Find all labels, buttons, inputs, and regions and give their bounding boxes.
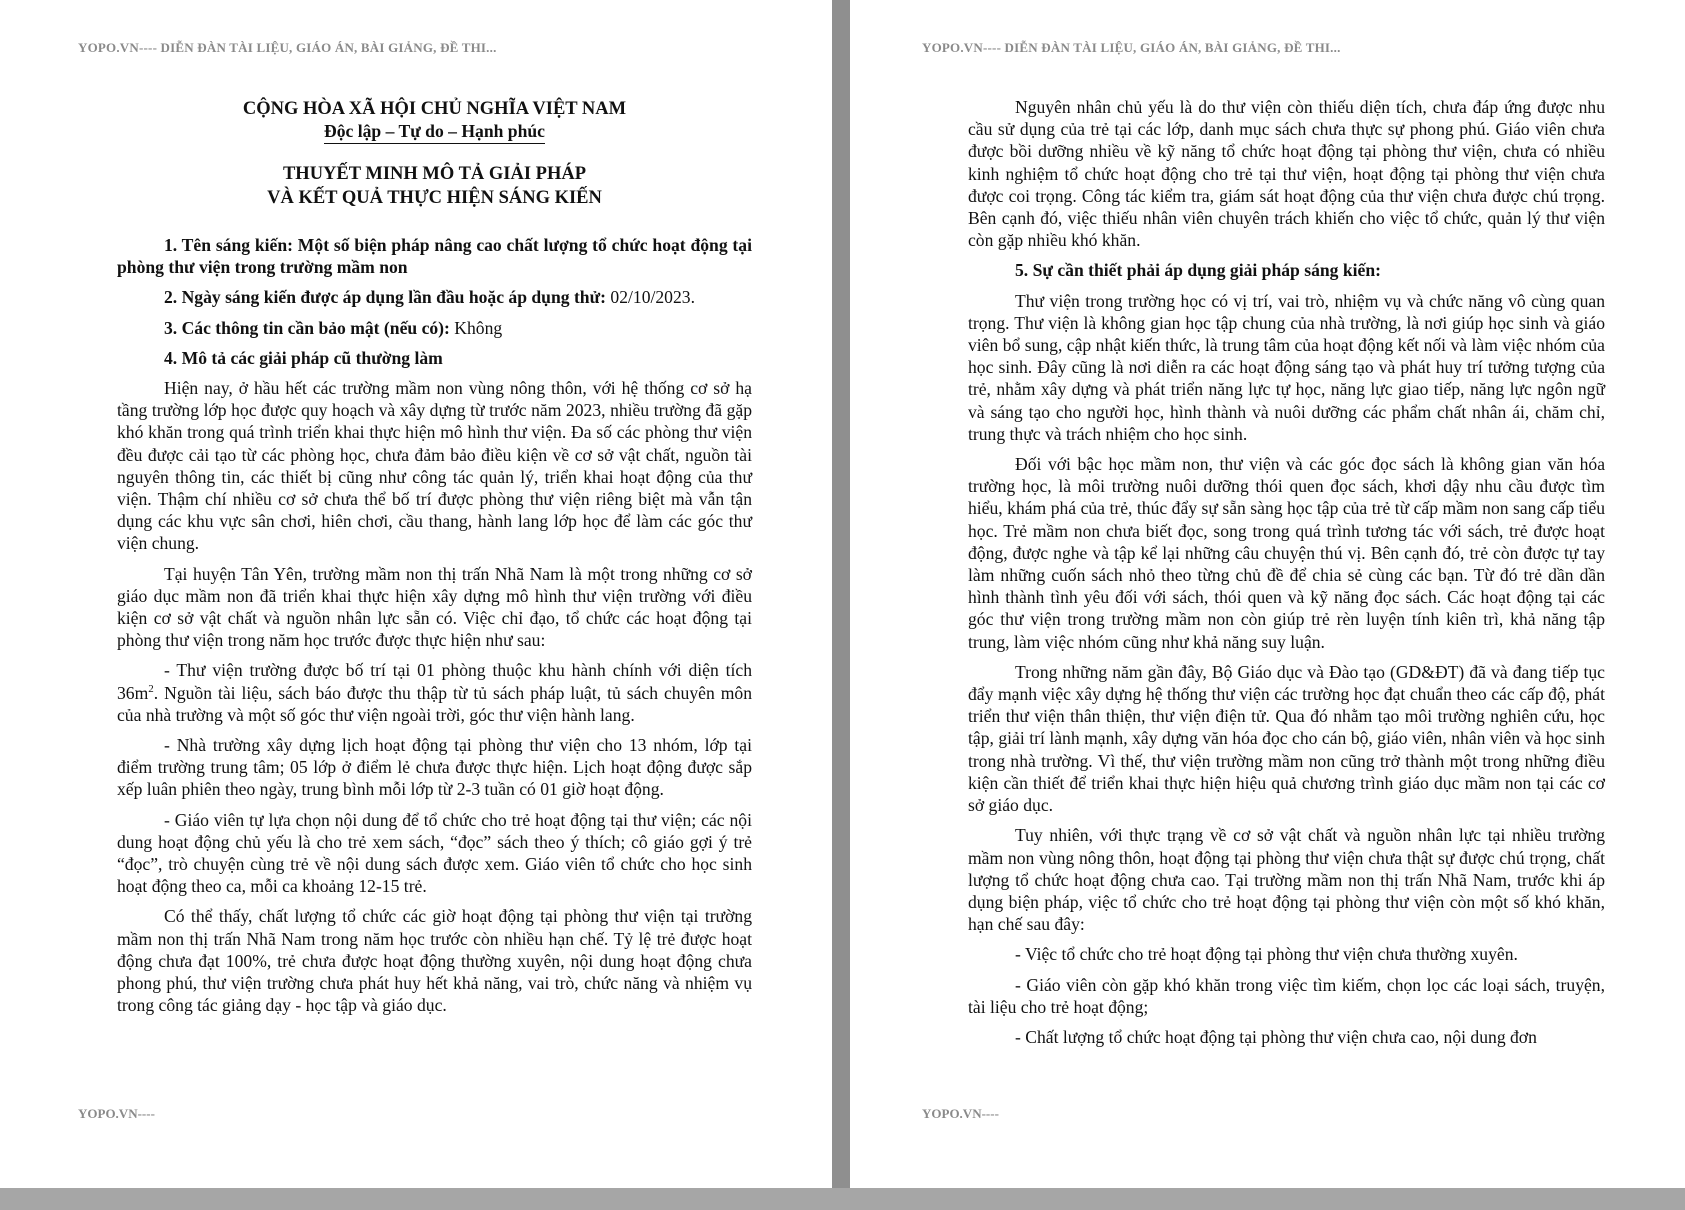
left-body [117,234,752,1017]
superscript: 2 [148,682,154,695]
page-right [850,0,1685,1188]
paragraph: - Nhà trường xây dựng lịch hoạt động tại phòng thư viện cho 13 nhóm, lớp tại điểm trường trung tâm; 05 lớp ở điểm lẻ chưa được thực hiện. Lịch hoạt động được sắp xếp luân phiên theo ngày, trung bình mỗi lớp từ 2-3 tuần có 01 giờ hoạt động. [117,735,752,800]
item-5 [968,259,1605,281]
item-5-label: 5. Sự cần thiết phải áp dụng giải pháp sáng kiến: [1015,260,1381,281]
list-item: - Việc tổ chức cho trẻ hoạt động tại phòng thư viện chưa thường xuyên. [1015,944,1518,965]
item-2-label: 2. Ngày sáng kiến được áp dụng lần đầu hoặc áp dụng thử: [164,287,611,308]
item-2-value: 02/10/2023. [610,287,695,308]
paragraph: Trong những năm gần đây, Bộ Giáo dục và Đào tạo (GD&ĐT) đã và đang tiếp tục đẩy mạnh việc xây dựng hệ thống thư viện các trường học đạt chuẩn theo các cấp độ, phát triển thư viện thân thiện, thư viện điện tử. Qua đó nhằm tạo môi trường nghiên cứu, học tập, giải trí lành mạnh, xây dựng văn hóa đọc cho cán bộ, giáo viên, nhân viên và học sinh trong nhà trường. Vì thế, thư viện trường mầm non cũng trở thành một trong những điều kiện cần thiết để triển khai thực hiện hiệu quả chương trình giáo dục mầm non tại các cơ sở giáo dục. [968,661,1605,816]
paragraph [117,659,752,726]
right-body [968,96,1605,1048]
item-4 [117,347,752,369]
paragraph: Đối với bậc học mầm non, thư viện và các góc đọc sách là không gian văn hóa trường học, là môi trường nuôi dưỡng thói quen đọc sách, khơi dậy nhu cầu được tìm hiểu, khám phá của trẻ, thúc đẩy sự sẵn sàng học tập của trẻ từ cấp mầm non sang cấp tiểu học. Trẻ mầm non chưa biết đọc, song trong quá trình tương tác với sách, trẻ được hoạt động, được nghe và tập kể lại những câu chuyện thú vị. Bên cạnh đó, trẻ còn được tự tay làm những cuốn sách nhỏ theo từng chủ đề để chia sẻ cùng các bạn. Từ đó trẻ dần dần hình thành tình yêu đối với sách, thói quen và kỹ năng đọc sách. Các hoạt động tại các góc thư viện trong trường mầm non còn giúp trẻ rèn luyện tính kiên trì, khả năng tập trung, làm việc nhóm cũng như khả năng suy luận. [968,454,1605,652]
page-footer: YOPO.VN---- [922,1106,999,1121]
item-1 [117,234,752,278]
paragraph-text: . Nguồn tài liệu, sách báo được thu thập từ tủ sách pháp luật, tủ sách chuyên môn của nhà trường và một số góc thư viện ngoài trời, góc thư viện hành lang. [117,682,752,725]
motto: Độc lập – Tự do – Hạnh phúc [324,120,545,144]
page-header: YOPO.VN---- DIỄN ĐÀN TÀI LIỆU, GIÁO ÁN, BÀI GIẢNG, ĐỀ THI... [922,40,1341,55]
item-3 [117,317,752,339]
page-divider [832,0,850,1210]
item-4-label: 4. Mô tả các giải pháp cũ thường làm [164,347,443,368]
item-3-value: Không [454,317,503,338]
item-1-value: Một số biện pháp nâng cao chất lượng tổ chức hoạt động tại phòng thư viện trong trường mầm non [117,235,752,278]
item-3-label: 3. Các thông tin cần bảo mật (nếu có): [164,317,455,338]
nation-heading: CỘNG HÒA XÃ HỘI CHỦ NGHĨA VIỆT NAM [242,99,627,119]
paragraph: Tuy nhiên, với thực trạng về cơ sở vật chất và nguồn nhân lực tại nhiều trường mầm non vùng nông thôn, hoạt động tại phòng thư viện chưa thật sự được chú trọng, chất lượng tổ chức hoạt động chưa cao. Tại trường mầm non thị trấn Nhã Nam, trước khi áp dụng biện pháp, việc tổ chức cho trẻ hoạt động tại phòng thư viện còn một số khó khăn, hạn chế sau đây: [968,825,1605,935]
paragraph: Có thể thấy, chất lượng tổ chức các giờ hoạt động tại phòng thư viện tại trường mầm non thị trấn Nhã Nam trong năm học trước còn nhiều hạn chế. Tỷ lệ trẻ được hoạt động chưa đạt 100%, trẻ chưa được hoạt động thường xuyên, nội dung hoạt động chưa phong phú, thư viện trường chưa phát huy hết khả năng, vai trò, chức năng và nhiệm vụ trong công tác giảng dạy - học tập và giáo dục. [117,906,752,1016]
list-item: - Chất lượng tổ chức hoạt động tại phòng thư viện chưa cao, nội dung đơn [1015,1026,1537,1047]
paragraph: Thư viện trong trường học có vị trí, vai trò, nhiệm vụ và chức năng vô cùng quan trọng. Thư viện là không gian học tập chung của nhà trường, là nơi giúp học sinh và giáo viên bổ sung, cập nhật kiến thức, là trung tâm của hoạt động kết nối và làm việc nhóm của học sinh. Đây cũng là nơi diễn ra các hoạt động sáng tạo và phát huy trí tưởng tượng của trẻ, nhằm xây dựng và phát triển năng lực tự học, năng lực giao tiếp, năng lực ngôn ngữ và sáng tạo cho người học, hình thành và nuôi dưỡng các phẩm chất nhân ái, chăm chỉ, trung thực và trách nhiệm cho học sinh. [968,290,1605,444]
page-left [0,0,832,1188]
workspace-background [0,1188,1685,1210]
paragraph: Nguyên nhân chủ yếu là do thư viện còn thiếu diện tích, chưa đáp ứng được nhu cầu sử dụng của trẻ tại các lớp, danh mục sách chưa thực sự phong phú. Giáo viên chưa được bồi dưỡng nhiều về kỹ năng tổ chức hoạt động tại phòng thư viện, chưa có nhiều kinh nghiệm tổ chức hoạt động cho trẻ tại thư viện, hoạt động tại phòng thư viện chưa được coi trọng. Công tác kiểm tra, giám sát hoạt động của thư viện chưa được chú trọng. Bên cạnh đó, việc thiếu nhân viên chuyên trách khiến cho việc tổ chức, quản lý thư viện còn gặp nhiều khó khăn. [968,97,1605,251]
item-2 [117,286,752,308]
document-title [117,162,752,210]
paragraph-text: - Thư viện trường được bố trí tại 01 phòng thuộc khu hành chính với diện tích 36m [117,660,752,703]
item-1-label: 1. Tên sáng kiến: [164,235,298,255]
title-line-1: THUYẾT MINH MÔ TẢ GIẢI PHÁP [282,164,587,184]
page-footer: YOPO.VN---- [78,1106,155,1121]
paragraph: Tại huyện Tân Yên, trường mầm non thị trấn Nhã Nam là một trong những cơ sở giáo dục mầm non đã triển khai thực hiện xây dựng mô hình thư viện trường với điều kiện cơ sở vật chất và nguồn nhân lực sẵn có. Việc chỉ đạo, tổ chức các hoạt động tại phòng thư viện trong năm học trước được thực hiện như sau: [117,563,752,651]
list-item: - Giáo viên còn gặp khó khăn trong việc tìm kiếm, chọn lọc các loại sách, truyện, tài liệu cho trẻ hoạt động; [968,974,1605,1017]
title-line-2: VÀ KẾT QUẢ THỰC HIỆN SÁNG KIẾN [267,188,602,208]
paragraph: Hiện nay, ở hầu hết các trường mầm non vùng nông thôn, với hệ thống cơ sở hạ tầng trường lớp học được quy hoạch và xây dựng từ trước năm 2023, nhiều trường đã gặp khó khăn trong quá trình triển khai thực hiện mô hình thư viện. Đa số các phòng thư viện đều được cải tạo từ các phòng học, chưa đảm bảo điều kiện về cơ sở vật chất, nguồn tài nguyên thông tin, các thiết bị cũng như công tác quản lý, triển khai hoạt động của thư viện. Thậm chí nhiều cơ sở chưa thể bố trí được phòng thư viện riêng biệt mà vẫn tận dụng các khu vực sân chơi, hiên chơi, cầu thang, hành lang lớp học để làm các góc thư viện chung. [117,378,752,554]
page-header: YOPO.VN---- DIỄN ĐÀN TÀI LIỆU, GIÁO ÁN, BÀI GIẢNG, ĐỀ THI... [78,40,497,55]
paragraph: - Giáo viên tự lựa chọn nội dung để tổ chức cho trẻ hoạt động tại thư viện; các nội dung hoạt động chủ yếu là cho trẻ xem sách, “đọc” sách theo ý thích; cô giáo gợi ý trẻ “đọc”, trò chuyện cùng trẻ về nội dung sách được xem. Giáo viên tổ chức cho học sinh hoạt động theo ca, mỗi ca khoảng 12-15 trẻ. [117,809,752,897]
